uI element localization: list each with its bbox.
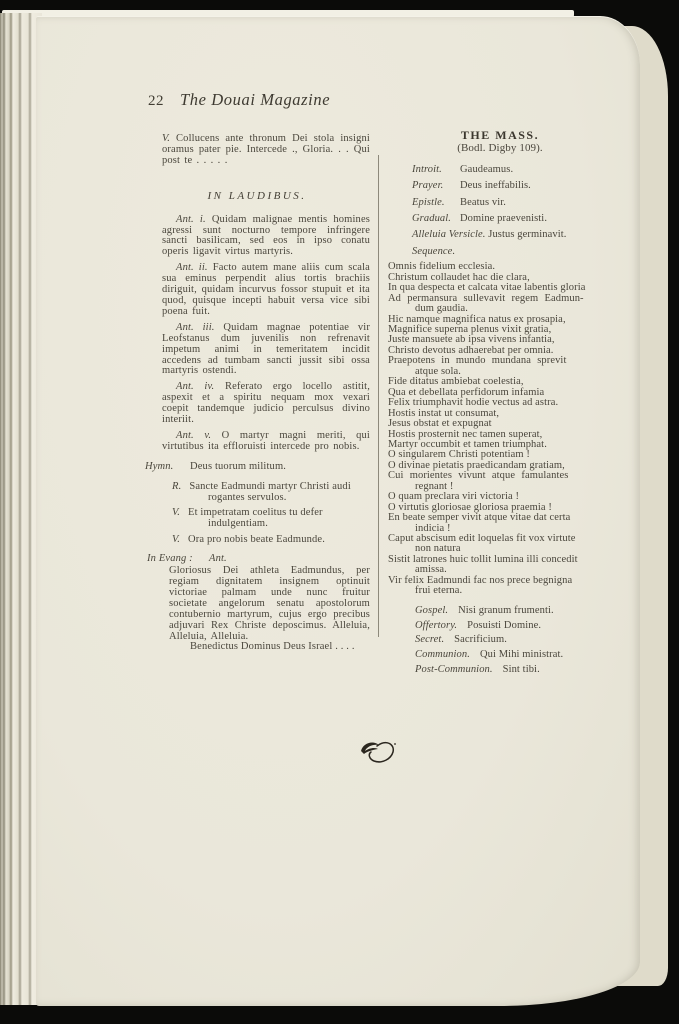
sequence-line: Ad permansura sullevavit regem Eadmun- xyxy=(388,292,584,304)
mass-part-label: Sequence. xyxy=(412,245,456,257)
sequence-line: Martyr occumbit et tamen triumphat. xyxy=(388,438,547,450)
antiphon-label: Ant. i. xyxy=(176,213,206,225)
sequence-line: Felix triumphavit hodie vectus ad astra. xyxy=(388,397,559,409)
sequence-line: Hic namque magnifica natus ex prosapia, xyxy=(388,313,566,325)
mass-part-row xyxy=(415,648,640,663)
antiphon-label: Ant. v. xyxy=(176,429,212,441)
mass-part-value: Deus ineffabilis. xyxy=(460,180,531,192)
sequence-poem xyxy=(388,262,640,597)
mass-part-value: Nisi granum frumenti. xyxy=(458,604,554,616)
response-label: V. xyxy=(172,507,180,519)
antiphon-text: Quidam malignae mentis homines agressi sunt nocturno tempore infringere sancti basilicam, sed eos in ipso conatu operis ligavit virtus martyris. xyxy=(162,213,370,258)
hymn-row xyxy=(145,462,370,473)
mass-part-row xyxy=(412,178,640,194)
mass-part-label: Secret. xyxy=(415,634,445,646)
antiphon-label: Ant. iii. xyxy=(176,321,215,333)
mass-part-label: Alleluia Versicle. xyxy=(412,229,486,241)
mass-part-value: Qui Mihi ministrat. xyxy=(479,649,564,661)
sequence-line: indicia ! xyxy=(415,522,451,534)
sequence-line: amissa. xyxy=(415,564,447,576)
column-divider-rule xyxy=(378,155,379,637)
response-text: Sancte Eadmundi martyr Christi audi rogantes servulos. xyxy=(189,480,351,503)
sequence-line: Hostis prosternit nec tamen superat, xyxy=(388,428,543,440)
gospel-antiphon: Gloriosus Dei athleta Eadmundus, per regiam dignitatem insignem optinuit victoriae palmam unde nunc fruitur societate angelorum senatu apostolorum contubernio martyrum, cujus ergo precibus adjuvari Rex Christe deposcimus. Alleluia, Alleluia, Alleluia. xyxy=(169,565,370,642)
antiphon-1 xyxy=(162,215,370,259)
mass-part-label: Communion. xyxy=(415,649,470,661)
sequence-line: Magnifice superna plenus vixit gratia, xyxy=(388,323,552,335)
mass-part-label: Gospel. xyxy=(415,604,449,616)
hymn-label: Hymn. xyxy=(145,460,174,472)
sequence-line: Praepotens in mundo mundana sprevit xyxy=(388,355,567,367)
sequence-line: O virtutis gloriosae gloriosa praemia ! xyxy=(388,501,552,513)
mass-part-label: Offertory. xyxy=(415,619,458,631)
sequence-line: atque sola. xyxy=(415,365,462,377)
mass-part-value: Posuisti Domine. xyxy=(467,619,542,631)
antiphon-text: Referato ergo locello astitit, aspexit et a spiritu nequam mox vexari coepit tandemque judicio perculsus divino interiit. xyxy=(162,381,370,426)
benedictus-line: Benedictus Dominus Deus Israel . . . . xyxy=(190,641,355,653)
sequence-line: Vir felix Eadmundi fac nos prece begnigna xyxy=(388,574,573,586)
antiphon-label: Ant. iv. xyxy=(176,381,215,393)
antiphon-5 xyxy=(162,431,370,453)
mass-part-row xyxy=(415,633,640,648)
mass-part-value: Gaudeamus. xyxy=(460,163,514,175)
sequence-line: Cui morientes vivunt atque famulantes xyxy=(388,470,569,482)
sequence-line: Sistit latrones huic tollit lumina illi concedit xyxy=(388,553,578,565)
antiphon-2 xyxy=(162,263,370,318)
in-evang-row xyxy=(147,554,370,565)
in-evang-sublabel: Ant. xyxy=(209,553,227,565)
antiphon-text: O martyr magni meriti, qui virtutibus ita effloruisti intercede pro nobis. xyxy=(162,429,370,452)
response-r xyxy=(162,482,370,504)
versicle-paragraph xyxy=(162,134,370,167)
sequence-line: O quam preclara viri victoria ! xyxy=(388,491,520,503)
mass-heading: THE MASS. xyxy=(460,128,540,142)
versicle-text: Collucens ante thronum Dei stola insigni oramus pater pie. Intercede ., Gloria. . . Qui post te . . . . . xyxy=(162,133,370,166)
sequence-line: O divinae pietatis praedicandam gratiam, xyxy=(388,459,565,471)
sequence-line: O singularem Christi potentiam ! xyxy=(388,449,531,461)
section-heading: IN LAUDIBUS. xyxy=(207,189,307,202)
antiphon-label: Ant. ii. xyxy=(176,262,208,274)
mass-closing-list xyxy=(388,604,640,678)
sequence-line: Hostis instat ut consumat, xyxy=(388,407,500,419)
mass-part-value: Domine praevenisti. xyxy=(460,213,548,225)
response-label: V. xyxy=(172,534,180,546)
left-column xyxy=(145,133,370,653)
sequence-line: Jesus obstat et expugnat xyxy=(388,418,492,430)
mass-part-row xyxy=(412,162,640,178)
right-column xyxy=(388,130,640,678)
page-header xyxy=(148,90,330,110)
mass-part-row xyxy=(412,244,640,260)
sequence-line: En beate semper vivit atque vitae dat certa xyxy=(388,512,571,524)
antiphon-4 xyxy=(162,382,370,426)
mass-source: (Bodl. Digby 109). xyxy=(457,141,543,154)
mass-part-label: Gradual. xyxy=(412,213,452,225)
mass-part-row xyxy=(415,663,640,678)
sequence-line: Christum collaudet hac die clara, xyxy=(388,271,530,283)
mass-part-row xyxy=(415,604,640,619)
sequence-line: Juste mansuete ab ipsa vivens infantia, xyxy=(388,334,555,346)
sequence-line: frui eterna. xyxy=(415,585,463,597)
response-text: Et impetratam coelitus tu defer indulgentiam. xyxy=(188,507,323,530)
sequence-line: regnant ! xyxy=(415,480,454,492)
versicle-label: V. xyxy=(162,133,170,144)
mass-part-row xyxy=(412,211,640,227)
magazine-page xyxy=(36,16,640,1006)
response-text: Ora pro nobis beate Eadmunde. xyxy=(188,534,326,546)
printer-flourish-icon xyxy=(354,738,400,770)
antiphon-text: Facto autem mane aliis cum scala sua eminus perpendit alius tortis brachiis diriguit, quidam incurvus fossor stupuit et ita quod, quisque incepti habuit versa vice sibi poena fuit. xyxy=(162,262,370,317)
sequence-line: Fide ditatus ambiebat coelestia, xyxy=(388,376,524,388)
mass-part-row xyxy=(412,227,640,243)
sequence-line: dum gaudia. xyxy=(415,303,469,315)
sequence-line: Qua et debellata perfidorum infamia xyxy=(388,386,545,398)
mass-part-row xyxy=(415,619,640,634)
sequence-line: Christo devotus adhaerebat per omnia. xyxy=(388,344,554,356)
mass-part-row xyxy=(412,195,640,211)
sequence-line: non natura xyxy=(415,543,461,555)
mass-part-value: Sacrificium. xyxy=(454,634,507,646)
sequence-line: Omnis fidelium ecclesia. xyxy=(388,261,496,273)
mass-part-label: Introit. xyxy=(412,163,442,175)
mass-parts-list xyxy=(388,162,640,260)
mass-part-label: Prayer. xyxy=(412,180,444,192)
mass-part-value: Sint tibi. xyxy=(502,663,540,675)
response-v1 xyxy=(162,508,370,530)
mass-part-value: Justus germinavit. xyxy=(488,229,567,241)
magazine-title: The Douai Magazine xyxy=(180,90,331,109)
hymn-text: Deus tuorum militum. xyxy=(190,460,287,472)
sequence-line: Caput abscisum edit loquelas fit vox virtute xyxy=(388,533,576,545)
response-v2 xyxy=(162,535,370,546)
in-evang-label: In Evang : xyxy=(147,553,193,565)
mass-part-value: Beatus vir. xyxy=(460,196,507,208)
antiphon-text: Quidam magnae potentiae vir Leofstanus dum juvenilis non refrenavit impetum animi in temeritatem incidit accedens ad tumbam sancti jussit sibi ossa martyris ostendi. xyxy=(162,321,370,377)
sequence-line: In qua despecta et calcata vitae labentis gloria xyxy=(388,282,586,294)
page-number: 22 xyxy=(148,93,164,109)
response-label: R. xyxy=(172,480,182,492)
mass-part-label: Epistle. xyxy=(412,196,445,208)
mass-part-label: Post-Communion. xyxy=(415,663,493,675)
antiphon-3 xyxy=(162,323,370,378)
